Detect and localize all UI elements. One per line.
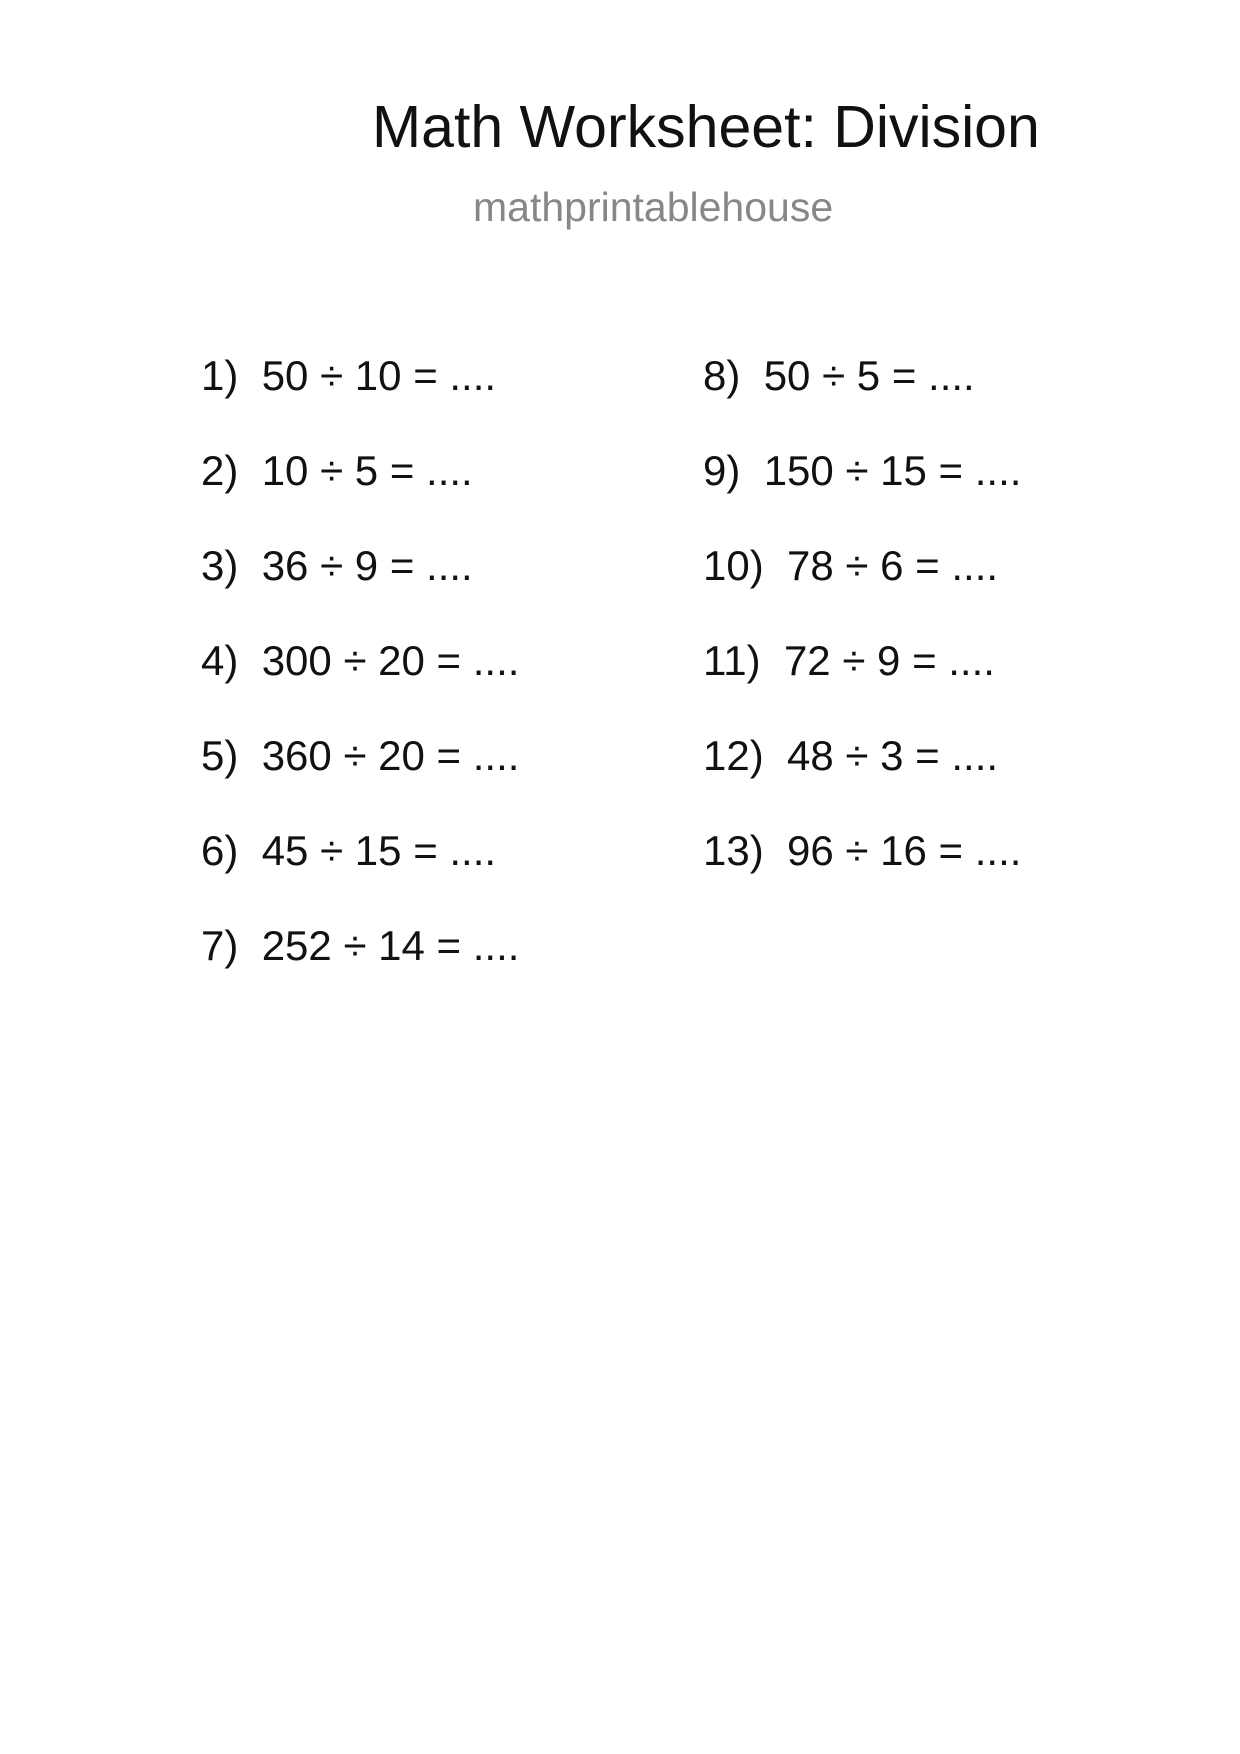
problem-expression: 150 ÷ 15 = ....	[763, 447, 1022, 494]
worksheet-subtitle: mathprintablehouse	[473, 184, 834, 230]
problem-number: 5)	[201, 732, 239, 779]
problem-number: 8)	[703, 352, 741, 399]
problem-expression: 300 ÷ 20 = ....	[261, 637, 520, 684]
problem-expression: 252 ÷ 14 = ....	[261, 922, 520, 969]
problem-expression: 360 ÷ 20 = ....	[261, 732, 520, 779]
problem-7	[201, 922, 520, 1020]
problem-number: 6)	[201, 827, 239, 874]
problem-4	[201, 637, 520, 735]
problem-number: 4)	[201, 637, 239, 684]
problem-expression: 72 ÷ 9 = ....	[783, 637, 995, 684]
problem-number: 10)	[703, 542, 764, 589]
problem-number: 7)	[201, 922, 239, 969]
problem-expression: 36 ÷ 9 = ....	[261, 542, 473, 589]
problem-expression: 45 ÷ 15 = ....	[261, 827, 497, 874]
problem-expression: 48 ÷ 3 = ....	[787, 732, 999, 779]
problem-2	[201, 447, 519, 545]
problem-expression: 96 ÷ 16 = ....	[787, 827, 1022, 874]
problem-number: 12)	[703, 732, 764, 779]
problem-1	[201, 352, 519, 450]
problem-6	[201, 827, 519, 925]
problem-expression: 78 ÷ 6 = ....	[787, 542, 999, 589]
problem-5	[201, 732, 520, 830]
worksheet-title: Math Worksheet: Division	[372, 94, 1040, 160]
problem-12	[703, 732, 1021, 830]
problem-column-right	[703, 352, 1022, 925]
problem-column-left	[201, 352, 520, 1020]
problem-number: 1)	[201, 352, 239, 399]
problem-9	[703, 447, 1022, 545]
problem-8	[703, 352, 1021, 450]
problem-expression: 10 ÷ 5 = ....	[261, 447, 473, 494]
problem-11	[703, 637, 1021, 735]
problem-number: 13)	[703, 827, 764, 874]
problem-13	[703, 827, 1022, 925]
problem-10	[703, 542, 1021, 640]
problem-expression: 50 ÷ 10 = ....	[261, 352, 497, 399]
problem-number: 9)	[703, 447, 741, 494]
problem-number: 11)	[703, 637, 761, 684]
problem-number: 2)	[201, 447, 239, 494]
problem-expression: 50 ÷ 5 = ....	[763, 352, 975, 399]
problem-number: 3)	[201, 542, 239, 589]
problem-3	[201, 542, 519, 640]
